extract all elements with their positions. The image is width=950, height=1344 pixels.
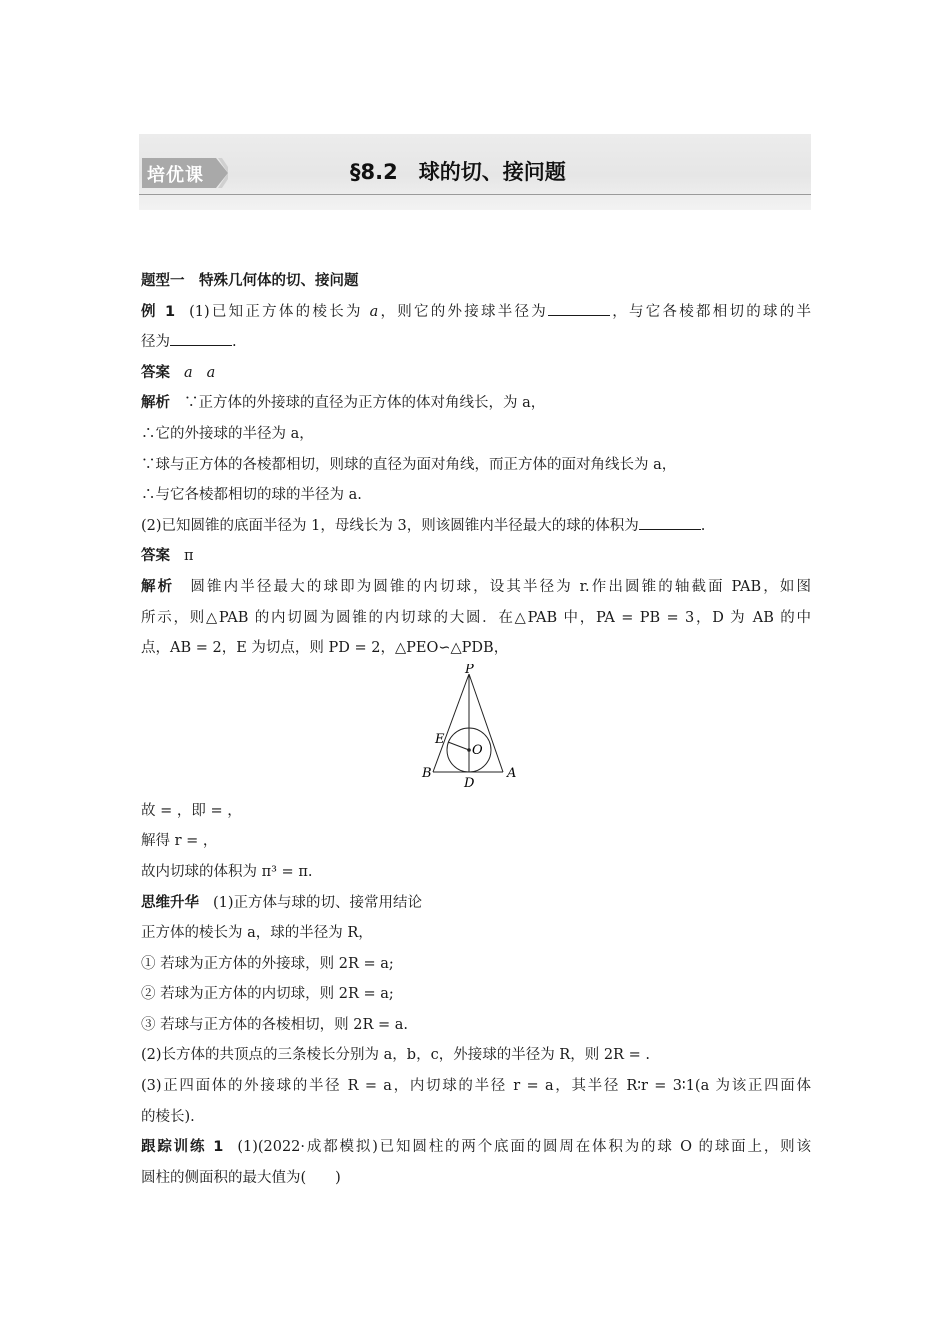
analysis-1-line-4: ∴与它各棱都相切的球的半径为 a. bbox=[141, 487, 362, 504]
document-body bbox=[141, 266, 811, 1193]
answer-1-a: a bbox=[184, 364, 193, 381]
example-1-question-line-2 bbox=[141, 327, 811, 358]
label-o: O bbox=[472, 742, 483, 758]
q1-text-c: ，与它各棱都相切的球的半 bbox=[609, 303, 811, 320]
title-divider bbox=[139, 194, 811, 195]
answer-label: 答案 bbox=[141, 364, 170, 381]
q2-text: (2)已知圆锥的底面半径为 1，母线长为 3，则该圆锥内半径最大的球的体积为 bbox=[141, 517, 639, 534]
analysis-2-line-5: 解得 r = ， bbox=[141, 833, 218, 850]
answer-1-line bbox=[141, 358, 811, 389]
analysis-1-line-1 bbox=[141, 388, 811, 419]
summary-line-7: (3)正四面体的外接球的半径 R = a，内切球的半径 r = a，其半径 R∶r = 3∶1(a 为该正四面体 bbox=[141, 1078, 811, 1095]
analysis-2-text: 圆锥内半径最大的球即为圆锥的内切球，设其半径为 r.作出圆锥的轴截面 PAB，如图 bbox=[188, 578, 811, 595]
radius-oe bbox=[448, 742, 469, 750]
analysis-2-line-1 bbox=[141, 572, 811, 603]
cone-diagram bbox=[419, 664, 539, 796]
lesson-tag bbox=[142, 158, 228, 188]
analysis-2-line-2: 所示，则△PAB 的内切圆为圆锥的内切球的大圆．在△PAB 中，PA = PB = 3，D 为 AB 的中 bbox=[141, 609, 811, 626]
example-1-question-2 bbox=[141, 511, 811, 542]
q1-text-e: . bbox=[232, 334, 237, 351]
answer-2-value: π bbox=[184, 548, 194, 565]
solution-text: ∵正方体的外接球的直径为正方体的体对角线长，为 a， bbox=[184, 395, 546, 412]
label-e: E bbox=[435, 731, 445, 747]
section-heading: 题型一 特殊几何体的切、接问题 bbox=[141, 273, 359, 289]
analysis-1-line-3: ∵球与正方体的各棱都相切，则球的直径为面对角线，而正方体的面对角线长为 a， bbox=[141, 456, 677, 473]
q1-var-a: a bbox=[369, 303, 379, 320]
q1-text-b: ，则它的外接球半径为 bbox=[378, 303, 548, 320]
edge-pb bbox=[433, 674, 469, 772]
answer-blank-3[interactable] bbox=[639, 515, 701, 530]
analysis-2-line-6: 故内切球的体积为 π³ = π. bbox=[141, 863, 313, 880]
summary-line-1 bbox=[141, 888, 811, 919]
q1-text-d: 径为 bbox=[141, 334, 170, 351]
analysis-1-line-2: ∴它的外接球的半径为 a， bbox=[141, 425, 314, 442]
label-d: D bbox=[464, 775, 475, 791]
cone-cross-section-figure bbox=[141, 664, 811, 796]
example-label: 例 1 bbox=[141, 303, 176, 320]
q1-text-a: (1)已知正方体的棱长为 bbox=[189, 303, 370, 320]
label-b: B bbox=[422, 765, 432, 781]
summary-text-1: (1)正方体与球的切、接常用结论 bbox=[213, 894, 423, 911]
answer-blank-2[interactable] bbox=[170, 331, 232, 346]
summary-line-5: ③ 若球与正方体的各棱相切，则 2R = a. bbox=[141, 1016, 408, 1033]
summary-line-4: ② 若球为正方体的内切球，则 2R = a; bbox=[141, 986, 394, 1003]
analysis-label-2: 解析 bbox=[141, 578, 175, 595]
label-a: A bbox=[507, 765, 517, 781]
summary-line-6: (2)长方体的共顶点的三条棱长分别为 a，b，c，外接球的半径为 R，则 2R = . bbox=[141, 1047, 650, 1064]
practice-line-1 bbox=[141, 1132, 811, 1163]
practice-text-1: (1)(2022·成都模拟)已知圆柱的两个底面的圆周在体积为的球 O 的球面上，则该 bbox=[237, 1139, 811, 1156]
example-1-question-line-1 bbox=[141, 297, 811, 328]
answer-label-2: 答案 bbox=[141, 548, 170, 565]
lesson-tag-label: 培优课 bbox=[147, 165, 204, 186]
summary-label: 思维升华 bbox=[141, 894, 199, 911]
answer-1-b: a bbox=[206, 364, 216, 381]
label-p: P bbox=[465, 663, 474, 677]
q2-end: . bbox=[700, 517, 706, 534]
summary-line-8: 的棱长). bbox=[141, 1108, 195, 1125]
summary-line-3: ① 若球为正方体的外接球，则 2R = a; bbox=[141, 955, 394, 972]
center-point bbox=[467, 748, 471, 752]
practice-line-2: 圆柱的侧面积的最大值为( ) bbox=[141, 1169, 341, 1186]
analysis-2-line-3: 点，AB = 2，E 为切点，则 PD = 2，△PEO∽△PDB， bbox=[141, 640, 509, 657]
page-title: §8.2 球的切、接问题 bbox=[350, 160, 566, 184]
analysis-label: 解析 bbox=[141, 395, 170, 412]
answer-blank-1[interactable] bbox=[548, 301, 610, 316]
practice-label: 跟踪训练 1 bbox=[141, 1139, 224, 1156]
analysis-2-line-4: 故 = ，即 = ， bbox=[141, 802, 242, 819]
answer-2-line bbox=[141, 541, 811, 572]
summary-line-2: 正方体的棱长为 a，球的半径为 R， bbox=[141, 925, 373, 942]
